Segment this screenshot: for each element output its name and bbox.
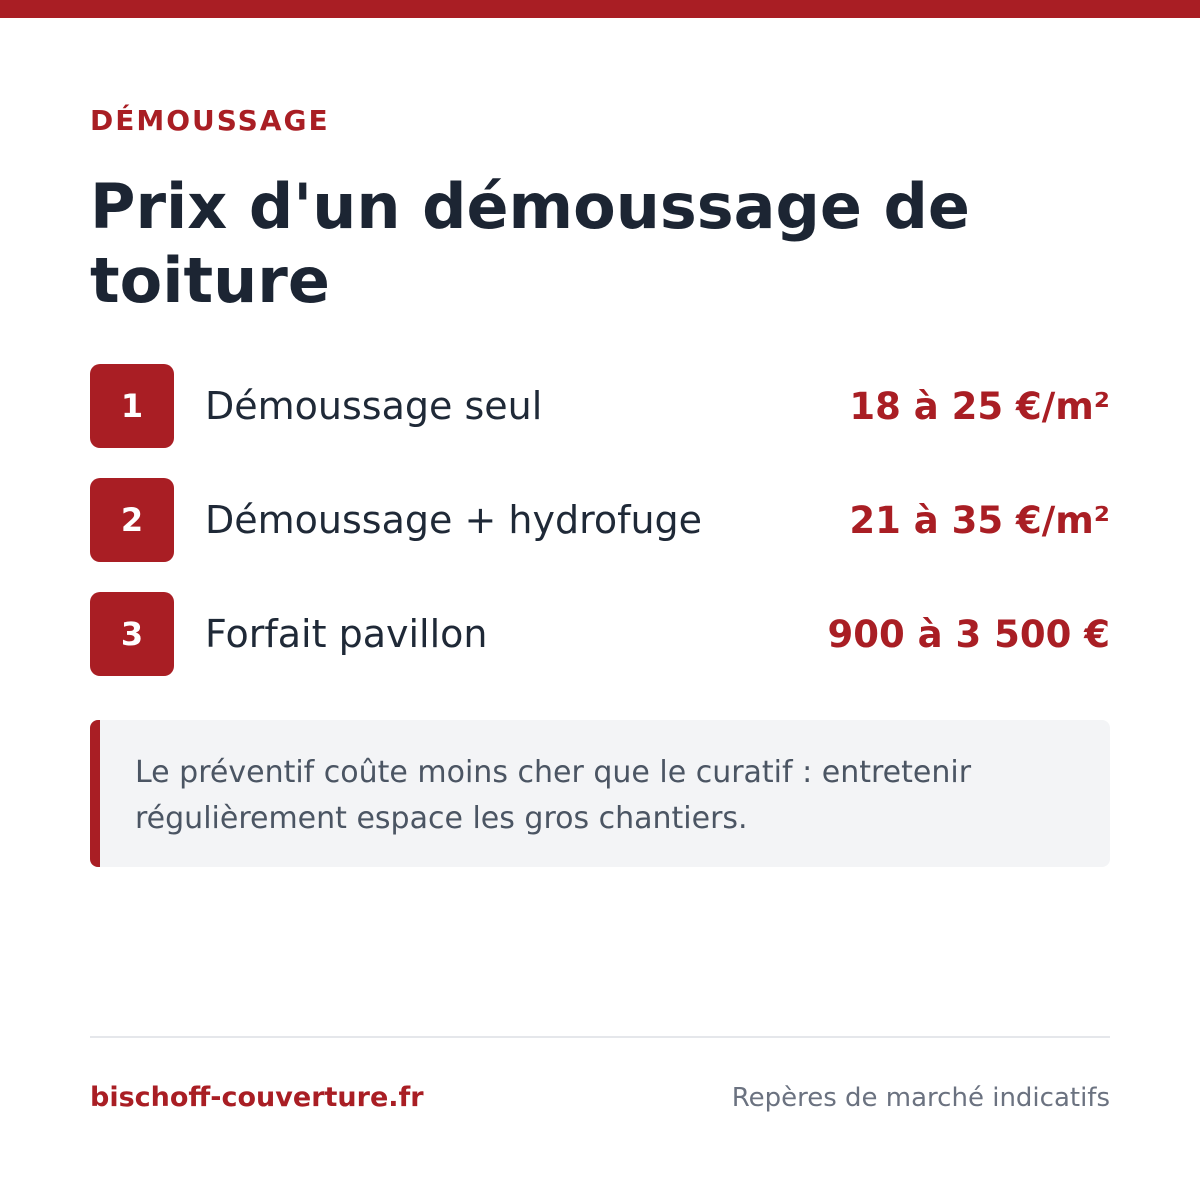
footer-divider	[90, 1036, 1110, 1038]
note-accent-bar	[90, 720, 100, 867]
site-url: bischoff-couverture.fr	[90, 1082, 424, 1113]
item-number-badge: 3	[90, 592, 174, 676]
service-label: Démoussage seul	[205, 384, 543, 428]
disclaimer-text: Repères de marché indicatifs	[731, 1083, 1110, 1113]
price-item	[90, 592, 1110, 676]
top-accent-bar	[0, 0, 1200, 18]
price-item	[90, 478, 1110, 562]
service-price: 18 à 25 €/m²	[849, 384, 1110, 428]
note-text: Le préventif coûte moins cher que le curatif : entretenir régulièrement espace les gros chantiers.	[135, 755, 972, 836]
service-price: 900 à 3 500 €	[827, 612, 1110, 656]
price-item	[90, 364, 1110, 448]
service-label: Démoussage + hydrofuge	[205, 498, 703, 542]
item-number-badge: 1	[90, 364, 174, 448]
item-number-badge: 2	[90, 478, 174, 562]
service-label: Forfait pavillon	[205, 612, 488, 656]
page-title: Prix d'un démoussage de toiture	[90, 170, 970, 317]
service-price: 21 à 35 €/m²	[849, 498, 1110, 542]
info-note	[90, 720, 1110, 867]
price-list	[90, 364, 1110, 706]
category-label: DÉMOUSSAGE	[90, 104, 330, 137]
